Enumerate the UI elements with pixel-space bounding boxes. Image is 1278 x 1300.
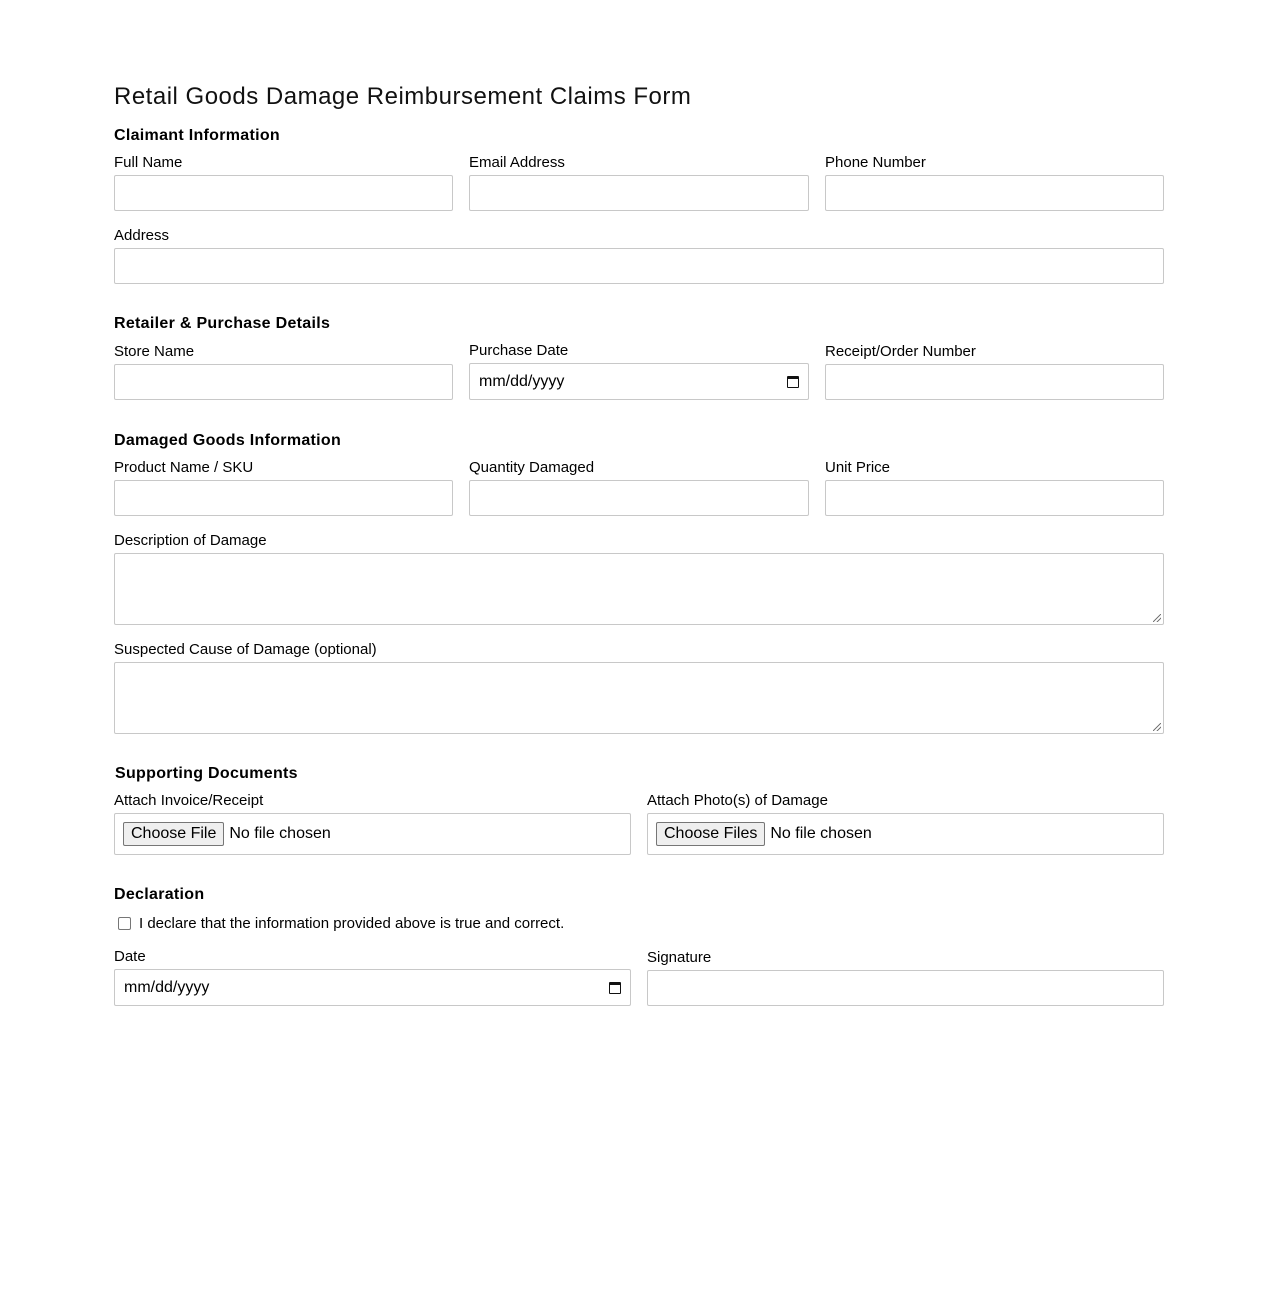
product-input[interactable] bbox=[114, 480, 453, 516]
product-label: Product Name / SKU bbox=[114, 459, 254, 476]
declaration-date-placeholder: mm/dd/yyyy bbox=[124, 978, 210, 996]
invoice-file-input[interactable] bbox=[114, 813, 631, 855]
quantity-input[interactable] bbox=[469, 480, 809, 516]
calendar-icon[interactable] bbox=[609, 982, 621, 994]
purchase-date-input[interactable] bbox=[469, 363, 809, 400]
store-name-label: Store Name bbox=[114, 343, 195, 360]
full-name-label: Full Name bbox=[114, 154, 183, 171]
unit-price-label: Unit Price bbox=[825, 459, 891, 476]
section-title-claimant: Claimant Information bbox=[114, 127, 281, 144]
invoice-label: Attach Invoice/Receipt bbox=[114, 792, 264, 809]
photos-label: Attach Photo(s) of Damage bbox=[647, 792, 828, 809]
description-label: Description of Damage bbox=[114, 532, 267, 549]
signature-label: Signature bbox=[647, 949, 712, 966]
choose-files-button[interactable]: Choose Files bbox=[656, 822, 765, 846]
purchase-date-placeholder: mm/dd/yyyy bbox=[479, 372, 565, 390]
address-input[interactable] bbox=[114, 248, 1164, 284]
full-name-input[interactable] bbox=[114, 175, 453, 211]
email-input[interactable] bbox=[469, 175, 809, 211]
email-label: Email Address bbox=[469, 154, 565, 171]
declaration-checkbox[interactable] bbox=[118, 917, 131, 930]
section-title-goods: Damaged Goods Information bbox=[114, 432, 342, 449]
signature-input[interactable] bbox=[647, 970, 1164, 1006]
calendar-icon[interactable] bbox=[787, 376, 799, 388]
unit-price-input[interactable] bbox=[825, 480, 1164, 516]
declaration-date-input[interactable] bbox=[114, 969, 631, 1006]
quantity-label: Quantity Damaged bbox=[469, 459, 595, 476]
photos-file-input[interactable] bbox=[647, 813, 1164, 855]
address-label: Address bbox=[114, 227, 170, 244]
receipt-number-label: Receipt/Order Number bbox=[825, 343, 976, 360]
declaration-row bbox=[118, 915, 564, 932]
phone-label: Phone Number bbox=[825, 154, 926, 171]
purchase-date-label: Purchase Date bbox=[469, 342, 569, 359]
phone-input[interactable] bbox=[825, 175, 1164, 211]
cause-textarea[interactable] bbox=[114, 662, 1164, 734]
cause-label: Suspected Cause of Damage (optional) bbox=[114, 641, 377, 658]
section-title-declaration: Declaration bbox=[114, 886, 205, 903]
resize-handle-icon[interactable] bbox=[1153, 614, 1161, 622]
resize-handle-icon[interactable] bbox=[1153, 723, 1161, 731]
declaration-checkbox-label[interactable]: I declare that the information provided above is true and correct. bbox=[139, 915, 565, 932]
declaration-date-label: Date bbox=[114, 948, 146, 965]
invoice-file-status: No file chosen bbox=[229, 825, 331, 842]
section-title-retailer: Retailer & Purchase Details bbox=[114, 315, 331, 332]
page-title: Retail Goods Damage Reimbursement Claims Form bbox=[114, 83, 692, 110]
photos-file-status: No file chosen bbox=[770, 825, 872, 842]
description-textarea[interactable] bbox=[114, 553, 1164, 625]
receipt-number-input[interactable] bbox=[825, 364, 1164, 400]
section-title-documents: Supporting Documents bbox=[115, 765, 298, 782]
store-name-input[interactable] bbox=[114, 364, 453, 400]
choose-file-button[interactable]: Choose File bbox=[123, 822, 224, 846]
